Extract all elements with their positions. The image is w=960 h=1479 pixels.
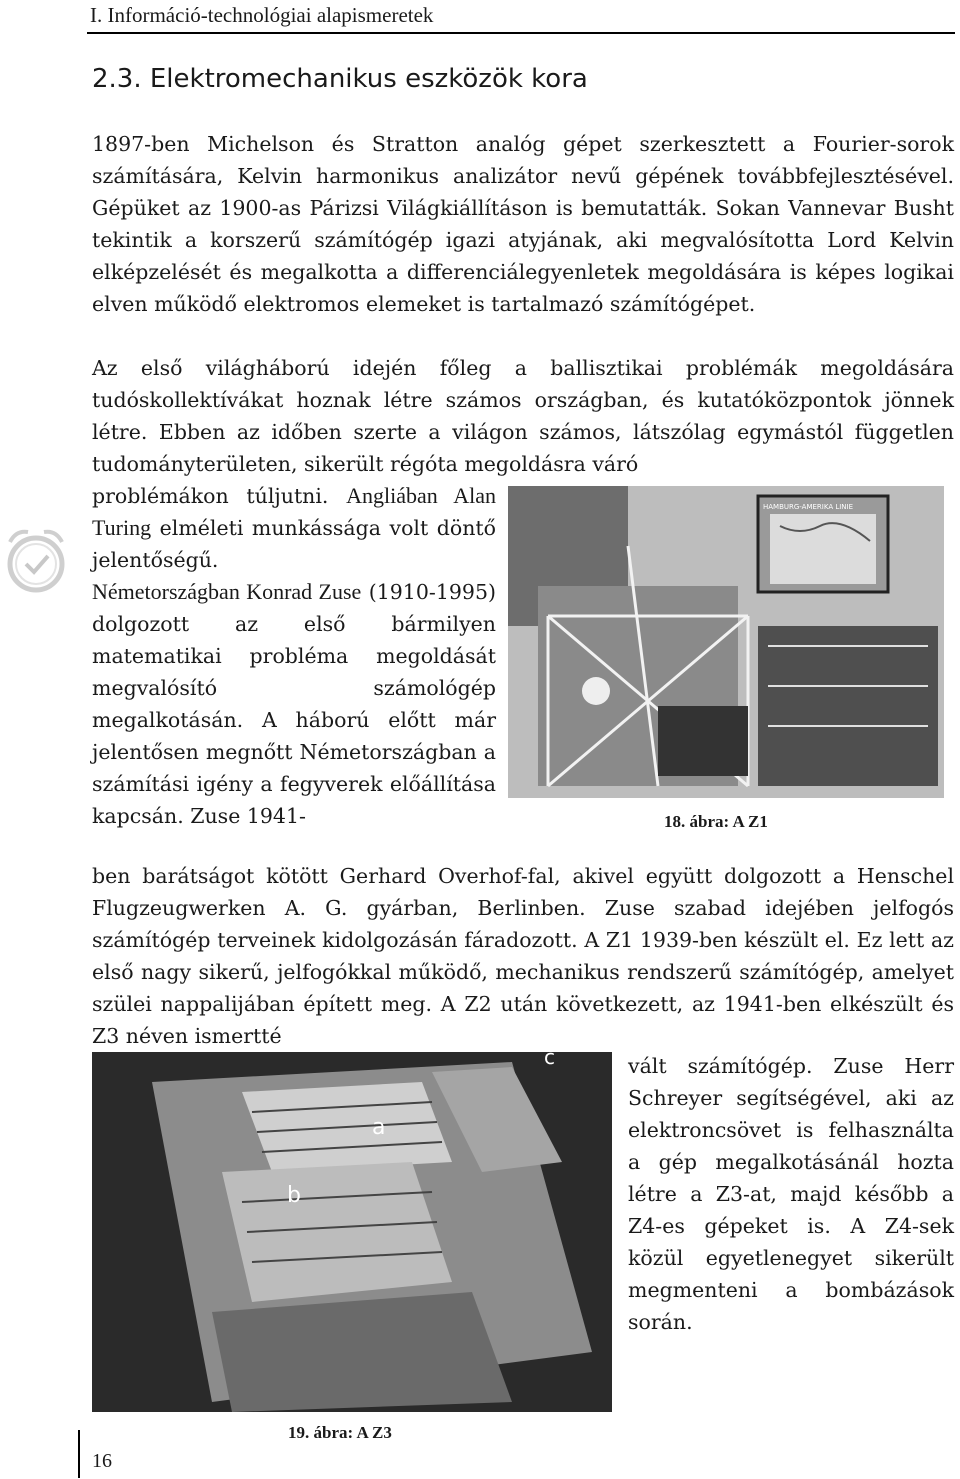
paragraph-turing [92, 480, 496, 576]
zuse-highlight: Németországban Konrad Zuse [92, 579, 362, 604]
running-header: I. Információ-technológiai alapismeretek [90, 3, 434, 27]
paragraph-ww1: Az első világháború idején főleg a ballisztikai problémák megoldására tudóskollektívákat hoznak létre számos országban, és kutatóközpontok jönnek létre. Ebben az időben szerte a világon számos, látszólag egymástól független tudományterületen, sikerült régóta megoldásra váró [92, 356, 954, 476]
paragraph-z3-z4: vált számítógép. Zuse Herr Schreyer segítségével, aki az elektroncsövet is felhasználta a gép megalkotásánál hozta létre a Z3-at, majd később a Z4-es gépeket is. A Z4-sek közül egyetlenegyet sikerült megmenteni a bombázások során. [628, 1054, 954, 1334]
paragraph-zuse-work: ben barátságot kötött Gerhard Overhof-fal, akivel együtt dolgozott a Henschel Flugzeugwerken A. G. gyárban, Berlinben. Zuse szabad idejében jelfogós számítógép terveinek kidolgozásán fáradozott. A Z1 1939-ben készült el. Ez lett az első nagy sikerű, jelfogókkal működő, mechanikus rendszerű számítógép, amelyet szülei nappalijában épített meg. A Z2 után következett, az 1941-ben elkészült és Z3 néven ismertté [92, 864, 954, 1048]
z3-label-a: a [372, 1115, 386, 1140]
z3-label-c: c [544, 1052, 555, 1069]
footer-divider [78, 1430, 80, 1478]
header-divider [87, 32, 955, 34]
paragraph-zuse-intro [92, 576, 496, 832]
paragraph-michelson: 1897-ben Michelson és Stratton analóg gépet szerkesztett a Fourier-sorok számítására, Kelvin harmonikus analizátor nevű gépének továbbfejlesztésével. Gépüket az 1900-as Párizsi Világkiállításon is bemutatták. Sokan Vannevar Busht tekintik a korszerű számítógép igazi atyjának, aki megvalósította Lord Kelvin elképzelését és megalkotta a differenciálegyenletek megoldására is képes logikai elven működő elektromos elemeket is tartalmazó számítógépet. [92, 132, 954, 316]
turing-highlight: Angliában Alan Turing [92, 483, 496, 540]
figure-19-caption: 19. ábra: A Z3 [288, 1423, 392, 1442]
section-title: 2.3. Elektromechanikus eszközök kora [92, 64, 588, 94]
figure-z1-photo [508, 486, 944, 798]
poster-text: HAMBURG-AMERIKA LINIE [763, 503, 854, 511]
alarm-clock-check-icon [0, 520, 72, 602]
page-number: 16 [92, 1450, 112, 1472]
figure-z3-photo [92, 1052, 612, 1412]
turing-text-c: elméleti munkássága volt döntő jelentőségű. [92, 516, 496, 572]
z3-label-b: b [287, 1183, 301, 1208]
turing-text-a: problémákon túljutni. [92, 484, 347, 508]
zuse-text: (1910-1995) dolgozott az első bármilyen matematikai probléma megoldását megvalósító számológép megalkotásán. A háború előtt már jelentősen megnőtt Németországban a számítási igény a fegyverek előállítása kapcsán. Zuse 1941- [92, 580, 496, 828]
figure-18-caption: 18. ábra: A Z1 [664, 812, 768, 831]
